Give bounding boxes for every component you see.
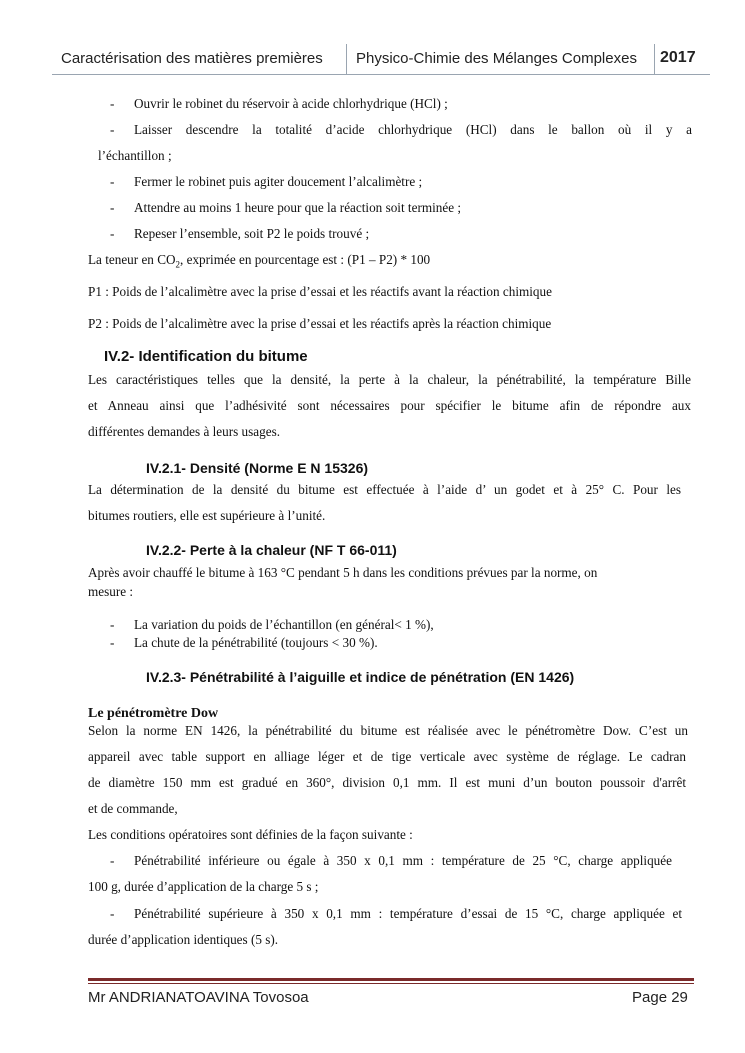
footer-rule-thin (88, 983, 694, 984)
footer-page-number: Page 29 (632, 989, 688, 1006)
list-item: Fermer le robinet puis agiter doucement l’alcalimètre ; (134, 174, 423, 189)
list-item: Laisser descendre la totalité d’acide chlorhydrique (HCl) dans le ballon où il y a (134, 122, 692, 137)
subheading-penetrometre: Le pénétromètre Dow (88, 706, 219, 721)
list-bullet: - (110, 174, 115, 189)
paragraph-line: appareil avec table support en alliage léger et de tige verticale avec système de réglage. Le cadran (88, 749, 686, 764)
p2-definition: P2 : Poids de l’alcalimètre avec la prise d’essai et les réactifs après la réaction chimique (88, 316, 552, 331)
header-chapter-title: Caractérisation des matières premières (61, 50, 323, 67)
section-heading-iv23: IV.2.3- Pénétrabilité à l’aiguille et indice de pénétration (EN 1426) (146, 669, 575, 685)
paragraph-line: Après avoir chauffé le bitume à 163 °C pendant 5 h dans les conditions prévues par la norme, on (88, 565, 598, 580)
co2-formula: La teneur en $CO_2$, exprimée en pourcentage est : (P1 – P2) * 100 (88, 252, 431, 270)
p1-definition: P1 : Poids de l’alcalimètre avec la prise d’essai et les réactifs avant la réaction chimique (88, 284, 552, 299)
paragraph-line: bitumes routiers, elle est supérieure à l’unité. (88, 508, 326, 523)
header-year: 2017 (660, 49, 696, 66)
header-separator (654, 44, 655, 74)
list-item: La variation du poids de l’échantillon (en général< 1 %), (134, 617, 434, 632)
list-item-continuation: 100 g, durée d’application de la charge 5 s ; (88, 879, 319, 894)
paragraph-line: différentes demandes à leurs usages. (88, 424, 281, 439)
paragraph-line: Les conditions opératoires sont définies de la façon suivante : (88, 827, 413, 842)
paragraph-line: La détermination de la densité du bitume est effectuée à l’aide d’ un godet et à 25° C. Pour les (88, 482, 681, 497)
list-item: Ouvrir le robinet du réservoir à acide chlorhydrique (HCl) ; (134, 96, 448, 111)
header-rule (52, 74, 710, 75)
paragraph-line: Selon la norme EN 1426, la pénétrabilité du bitume est réalisée avec le pénétromètre Dow. C’est un (88, 723, 688, 738)
paragraph-line: et de commande, (88, 801, 178, 816)
list-item: La chute de la pénétrabilité (toujours < 30 %). (134, 635, 378, 650)
list-item: Repeser l’ensemble, soit P2 le poids trouvé ; (134, 226, 370, 241)
footer-author: Mr ANDRIANATOAVINA Tovosoa (88, 989, 309, 1006)
header-course-title: Physico-Chimie des Mélanges Complexes (356, 50, 637, 67)
list-bullet: - (110, 617, 115, 632)
paragraph-line: mesure : (88, 584, 134, 599)
section-heading-iv2: IV.2- Identification du bitume (104, 348, 308, 365)
list-item: Attendre au moins 1 heure pour que la réaction soit terminée ; (134, 200, 462, 215)
list-bullet: - (110, 96, 115, 111)
section-heading-iv22: IV.2.2- Perte à la chaleur (NF T 66-011) (146, 542, 397, 558)
paragraph-line: et Anneau ainsi que l’adhésivité sont nécessaires pour spécifier le bitume afin de répondre aux (88, 398, 691, 413)
header-separator (346, 44, 347, 74)
list-item-continuation: durée d’application identiques (5 s). (88, 932, 279, 947)
list-bullet: - (110, 906, 115, 921)
paragraph-line: Les caractéristiques telles que la densité, la perte à la chaleur, la pénétrabilité, la température Bille (88, 372, 691, 387)
paragraph-line: de diamètre 150 mm est gradué en 360°, division 0,1 mm. Il est muni d’un bouton poussoir d'arrêt (88, 775, 686, 790)
list-item: Pénétrabilité inférieure ou égale à 350 x 0,1 mm : température de 25 °C, charge appliquée (134, 853, 672, 868)
list-bullet: - (110, 635, 115, 650)
list-item: Pénétrabilité supérieure à 350 x 0,1 mm : température d’essai de 15 °C, charge appliquée et (134, 906, 682, 921)
list-bullet: - (110, 853, 115, 868)
footer-rule-thick (88, 978, 694, 981)
list-bullet: - (110, 200, 115, 215)
section-heading-iv21: IV.2.1- Densité (Norme E N 15326) (146, 460, 369, 476)
list-bullet: - (110, 122, 115, 137)
list-item-continuation: l’échantillon ; (98, 148, 172, 163)
list-bullet: - (110, 226, 115, 241)
